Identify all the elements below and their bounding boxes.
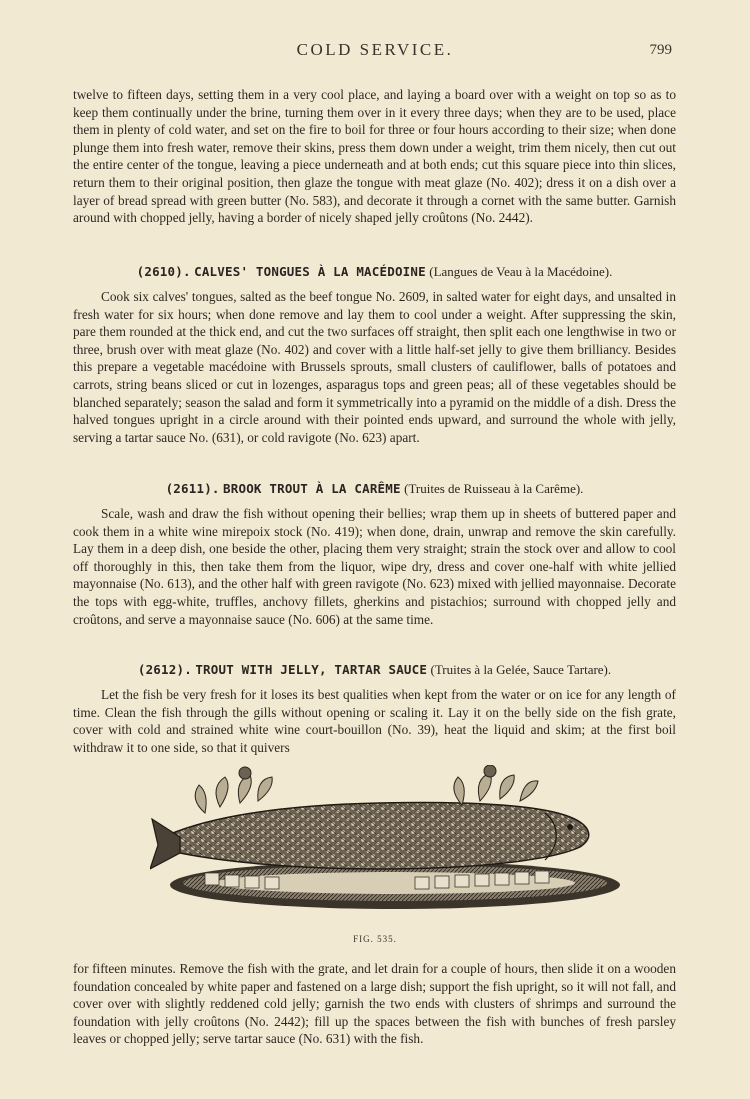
recipe-title: CALVES' TONGUES À LA MACÉDOINE — [194, 264, 426, 279]
recipe-title: TROUT WITH JELLY, TARTAR SAUCE — [195, 662, 428, 677]
recipe-number: (2610). — [136, 264, 191, 279]
running-title: COLD SERVICE. — [296, 40, 454, 59]
recipe-number: (2612). — [137, 662, 192, 677]
running-header — [0, 40, 750, 64]
recipe-heading-2610 — [73, 264, 676, 280]
recipe-paragraph: Scale, wash and draw the fish without opening their bellies; wrap them up in sheets of buttered paper and cook them in a white wine mirepoix stock (No. 419); when done, drain, unwrap and remove the skin carefully. Lay them in a deep dish, one beside the other, placing them very straight; strain the stock over and allow to cool off thoroughly in this, then take them from the liquor, wipe dry, dress and cover one-half with white jellied mayonnaise (No. 613), and the other half with green ravigote (No. 623) mixed with jellied mayonnaise. Decorate the tops with egg-white, truffles, anchovy fillets, gherkins and pistachios; surround with chopped jelly and croûtons, and serve a mayonnaise sauce (No. 606) at the same time. — [73, 506, 676, 627]
recipe-french-title: (Truites de Ruisseau à la Carême). — [404, 481, 584, 496]
recipe-paragraph-continued: for fifteen minutes. Remove the fish with the grate, and let drain for a couple of hours, then slide it on a wooden foundation concealed by white paper and fastened on a large dish; support the fish upright, so it will not fall, and cover over with slightly reddened cold jelly; garnish the two ends with clusters of shrimps and surround the foundation with jelly croûtons (No. 2442); fill up the spaces between the fish with bunches of fresh parsley leaves or chopped jelly; serve tartar sauce (No. 631) with the fish. — [73, 961, 676, 1047]
recipe-french-title: (Truites à la Gelée, Sauce Tartare). — [430, 662, 612, 677]
recipe-paragraph: Cook six calves' tongues, salted as the beef tongue No. 2609, in salted water for eight days, and unsalted in fresh water for six hours; when done remove and lay them to cool under a weight. After suppressing the skin, pare them rounded at the thick end, and cut the two surfaces off straight, then split each one lengthwise in two or three, brush over with meat glaze (No. 402) and cover with a little half-set jelly to give them brilliancy. Besides this prepare a vegetable macédoine with Brussels sprouts, small clusters of cauliflower, balls of potatoes and carrots, string beans sliced or cut in lozenges, asparagus tops and green peas; all of these vegetables should be blanched separately; season the salad and form it symmetrically into a pyramid on the middle of a dish. Dress the halved tongues upright in a circle around with their pointed ends upward, and surround the whole with jelly, serving a tartar sauce No. (631), or cold ravigote (No. 623) apart. — [73, 289, 676, 445]
trout-eye — [567, 824, 573, 830]
recipe-heading-2611 — [73, 481, 676, 497]
figure-caption: FIG. 535. — [353, 934, 397, 944]
trout-tail — [150, 819, 180, 869]
trout-body — [168, 803, 589, 869]
shrimp-cluster-left — [195, 767, 272, 813]
page-number: 799 — [649, 42, 672, 58]
recipe-number: (2611). — [165, 481, 220, 496]
trout-engraving-illustration — [150, 765, 625, 915]
recipe-title: BROOK TROUT À LA CARÊME — [223, 481, 401, 496]
recipe-french-title: (Langues de Veau à la Macédoine). — [429, 264, 613, 279]
shrimp-cluster-right — [454, 765, 538, 805]
intro-paragraph: twelve to fifteen days, setting them in a very cool place, and laying a board over with a weight on top so as to keep them continually under the brine, turning them over in it every three days; when they are to be used, place them in plenty of cold water, and set on the fire to boil for three or four hours according to their size; when done plunge them into fresh water, remove their skins, press them down under a weight, trim them nicely, then cut out the entire center of the tongue, leaving a piece underneath and at both ends; cut this square piece into thin slices, return them to their original position, then glaze the tongue with meat glaze (No. 402); dress it on a dish over a layer of bread spread with green butter (No. 583), and decorate it through a cornet with the same butter. Garnish around with chopped jelly, having a border of nicely shaped jelly croûtons (No. 2442). — [73, 87, 676, 226]
recipe-paragraph: Let the fish be very fresh for it loses its best qualities when kept from the water or on ice for any length of time. Clean the fish through the gills without opening or scaling it. Lay it on the belly side on the fish grate, cover with cold and strained white wine court-bouillon (No. 39), heat the liquid and skim; at the first boil withdraw it to one side, so that it quivers — [73, 687, 676, 755]
recipe-heading-2612 — [73, 662, 676, 678]
